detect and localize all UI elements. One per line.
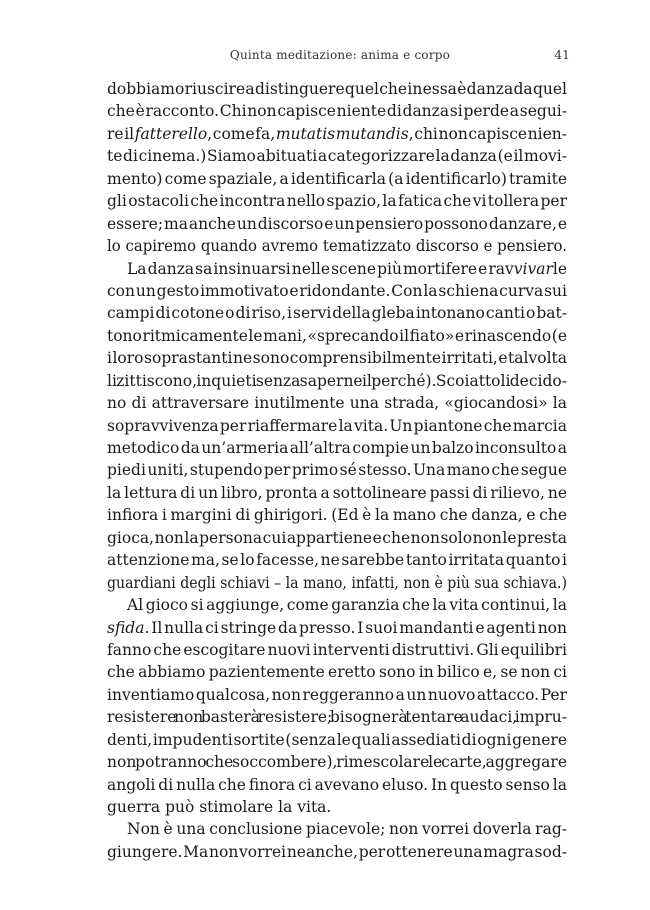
text-run: , chi non capisce nien- bbox=[408, 124, 568, 143]
text-line-content bbox=[107, 796, 331, 818]
text-line bbox=[107, 370, 567, 392]
text-line bbox=[107, 325, 567, 347]
text-run: Al gioco si aggiunge, come garanzia che la vita continui, la bbox=[127, 596, 567, 615]
text-line-content bbox=[107, 572, 567, 594]
text-line bbox=[107, 168, 567, 190]
text-line bbox=[107, 190, 567, 212]
text-run: gioca, non la persona cui appartiene e che non solo non le presta bbox=[107, 528, 567, 547]
text-line bbox=[107, 594, 567, 616]
text-line bbox=[107, 302, 567, 324]
text-line bbox=[107, 213, 567, 235]
text-run: mento) come spaziale, a identificarla (a identificarlo) tramite bbox=[107, 169, 567, 188]
text-line-content bbox=[127, 594, 567, 616]
text-line bbox=[107, 572, 567, 594]
text-line-content bbox=[107, 684, 567, 706]
text-line bbox=[107, 729, 567, 751]
text-line bbox=[107, 774, 567, 796]
text-line bbox=[107, 482, 567, 504]
text-run: no di attraversare inutilmente una strada, «giocandosi» la bbox=[107, 394, 567, 413]
text-line bbox=[107, 818, 567, 840]
italic-run: vivar bbox=[513, 259, 553, 278]
text-run: con un gesto immotivato e ridondante. Con la schiena curva sui bbox=[107, 281, 567, 300]
text-run: guardiani degli schiavi – la mano, infatti, non è più sua schiava.) bbox=[107, 573, 567, 592]
italic-run: mutatis mutandis bbox=[275, 124, 409, 143]
text-line bbox=[107, 661, 567, 683]
text-run: te di cinema.) Siamo abituati a categorizzare la danza (e il movi- bbox=[107, 147, 567, 166]
text-run: giungere. Ma non vorrei neanche, per ottenere una magra sod- bbox=[107, 842, 567, 861]
text-run: essere; ma anche un discorso e un pensiero possono danzare, e bbox=[107, 214, 567, 233]
text-line bbox=[107, 684, 567, 706]
text-line-content bbox=[107, 145, 567, 167]
text-run: angoli di nulla che finora ci avevano eluso. In questo senso la bbox=[107, 775, 567, 794]
text-run: gli ostacoli che incontra nello spazio, la fatica che vi tollera per bbox=[107, 192, 568, 211]
text-run: che abbiamo pazientemente eretto sono in bilico e, se non ci bbox=[107, 663, 567, 682]
text-line-content bbox=[107, 213, 567, 235]
text-line-content bbox=[107, 235, 567, 257]
text-run: la lettura di un libro, pronta a sottolineare passi di rilievo, ne bbox=[107, 483, 567, 502]
text-line-content bbox=[107, 392, 567, 414]
text-run: dobbiamo riuscire a distinguere quel che in essa è danza da quel bbox=[107, 80, 567, 98]
text-line bbox=[107, 751, 567, 773]
text-line bbox=[107, 123, 567, 145]
text-run: tono ritmicamente le mani, «sprecando il fiato» e rinascendo (e bbox=[107, 326, 567, 345]
text-run: lo capiremo quando avremo tematizzato discorso e pensiero. bbox=[107, 237, 567, 256]
text-run: fanno che escogitare nuovi interventi distruttivi. Gli equilibri bbox=[107, 640, 567, 659]
text-line bbox=[107, 504, 567, 526]
text-line-content bbox=[107, 549, 567, 571]
text-line bbox=[107, 78, 567, 100]
text-run: , come fa, bbox=[207, 124, 276, 143]
italic-run: sfida bbox=[107, 618, 145, 637]
text-line-content bbox=[107, 617, 567, 639]
text-run: le bbox=[552, 259, 567, 278]
text-line-content bbox=[107, 123, 567, 145]
text-line-content bbox=[107, 661, 567, 683]
text-run: re il bbox=[107, 124, 135, 143]
text-run: i loro soprastanti ne sono comprensibilmente irritati, e talvolta bbox=[107, 349, 567, 368]
text-run: sopravvivenza per riaffermare la vita. Un piantone che marcia bbox=[107, 416, 567, 435]
text-line-content bbox=[107, 527, 567, 549]
text-line bbox=[107, 235, 567, 257]
text-run: resistere non basterà resistere; bisognerà tentare audaci, impru- bbox=[107, 708, 567, 727]
text-run: campi di cotone o di riso, i servi della gleba intonano canti o bat- bbox=[107, 304, 567, 323]
text-line-content bbox=[107, 415, 567, 437]
text-run: attenzione ma, se lo facesse, ne sarebbe tanto irritata quanto i bbox=[107, 551, 567, 570]
text-line-content bbox=[107, 190, 567, 212]
text-line bbox=[107, 796, 567, 818]
text-line bbox=[107, 392, 567, 414]
text-run: Non è una conclusione piacevole; non vorrei doverla rag- bbox=[127, 820, 567, 839]
text-line-content bbox=[107, 639, 567, 661]
text-line-content bbox=[107, 504, 567, 526]
text-line bbox=[107, 280, 567, 302]
text-line-content bbox=[127, 818, 567, 840]
text-line bbox=[107, 145, 567, 167]
text-line-content bbox=[107, 841, 567, 863]
page-number: 41 bbox=[554, 48, 570, 62]
text-run: La danza sa insinuarsi nelle scene più mortifere e rav bbox=[127, 259, 514, 278]
text-run: metodico da un’armeria all’altra compie un balzo inconsulto a bbox=[107, 439, 567, 457]
text-line bbox=[107, 415, 567, 437]
text-line bbox=[107, 841, 567, 863]
text-line bbox=[107, 549, 567, 571]
text-line-content bbox=[107, 774, 567, 796]
italic-run: fatterello bbox=[134, 124, 208, 143]
text-run: . Il nulla ci stringe da presso. I suoi mandanti e agenti non bbox=[144, 618, 567, 637]
text-line-content bbox=[107, 325, 567, 347]
text-line-content bbox=[107, 347, 567, 369]
text-line-content bbox=[107, 168, 567, 190]
text-run: denti, impudenti sortite (senza le quali assediati di ogni genere bbox=[107, 730, 567, 749]
text-line-content bbox=[107, 729, 567, 751]
text-line bbox=[107, 617, 567, 639]
text-line bbox=[107, 258, 567, 280]
text-line-content bbox=[107, 100, 567, 122]
text-line-content bbox=[107, 78, 567, 100]
text-run: che è racconto. Chi non capisce niente di danza si perde a segui- bbox=[107, 102, 567, 121]
text-line-content bbox=[107, 706, 567, 728]
text-line-content bbox=[107, 280, 567, 302]
text-line bbox=[107, 459, 567, 481]
text-run: inventiamo qualcosa, non reggeranno a un nuovo attacco. Per bbox=[107, 685, 567, 704]
text-run: guerra può stimolare la vita. bbox=[107, 798, 332, 816]
text-run: li zittiscono, inquieti senza saperne il perché). Scoiattoli decido- bbox=[107, 371, 567, 390]
text-line bbox=[107, 347, 567, 369]
body-text bbox=[107, 78, 567, 863]
text-line bbox=[107, 639, 567, 661]
text-line bbox=[107, 437, 567, 459]
text-line-content bbox=[107, 437, 567, 459]
running-title: Quinta meditazione: anima e corpo bbox=[229, 48, 451, 62]
text-line-content bbox=[107, 459, 567, 481]
text-line bbox=[107, 100, 567, 122]
running-head bbox=[110, 48, 570, 68]
text-line bbox=[107, 527, 567, 549]
text-line bbox=[107, 706, 567, 728]
text-run: non potranno che soccombere), rimescolare le carte, aggregare bbox=[107, 753, 567, 772]
text-line-content bbox=[107, 302, 567, 324]
text-run: piedi uniti, stupendo per primo sé stesso. Una mano che segue bbox=[107, 461, 567, 480]
text-line-content bbox=[107, 370, 567, 392]
text-run: infiora i margini di ghirigori. (Ed è la mano che danza, e che bbox=[107, 506, 567, 525]
text-line-content bbox=[107, 751, 567, 773]
text-line-content bbox=[107, 482, 567, 504]
text-line-content bbox=[127, 258, 567, 280]
